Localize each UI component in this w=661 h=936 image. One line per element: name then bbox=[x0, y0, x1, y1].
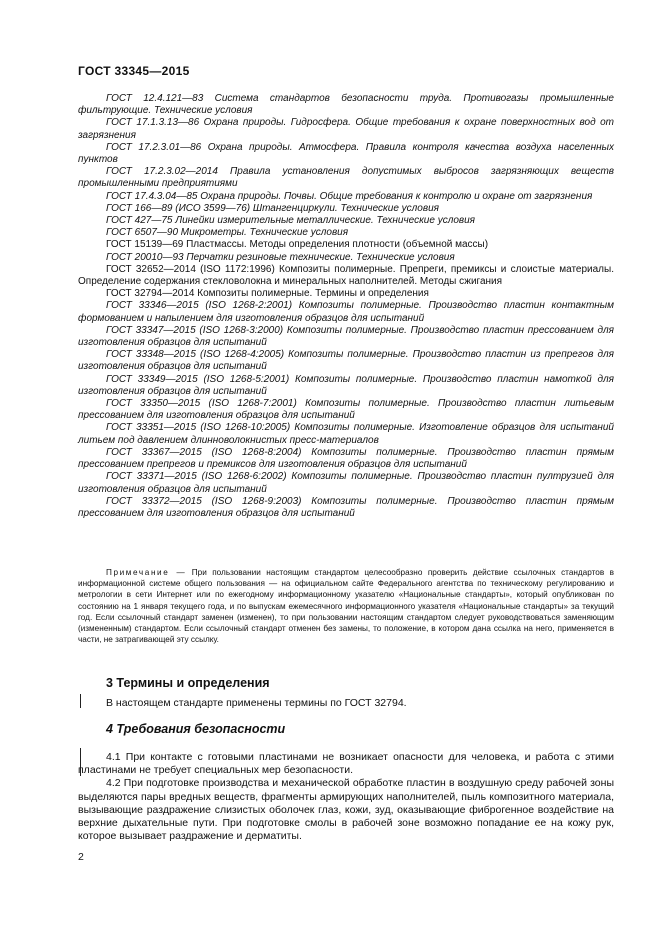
section-3-text: В настоящем стандарте применены термины по ГОСТ 32794. bbox=[106, 697, 407, 709]
reference-item: ГОСТ 17.2.3.02—2014 Правила установления допустимых выбросов загрязняющих веществ промышленными предприятиями bbox=[78, 166, 614, 190]
section-4-body bbox=[78, 751, 614, 843]
reference-item: ГОСТ 12.4.121—83 Система стандартов безопасности труда. Противогазы промышленные фильтрующие. Технические условия bbox=[78, 93, 614, 117]
reference-item: ГОСТ 33367—2015 (ISO 1268-8:2004) Композиты полимерные. Производство пластин прямым прессованием препрегов и премиксов для изготовления образцов для испытаний bbox=[78, 446, 614, 471]
reference-item: ГОСТ 15139—69 Пластмассы. Методы определения плотности (объемной массы) bbox=[106, 239, 489, 251]
reference-item: ГОСТ 17.1.3.13—86 Охрана природы. Гидросфера. Общие требования к охране поверхностных вод от загрязнения bbox=[78, 117, 614, 141]
note-label: Примечание — bbox=[106, 568, 187, 577]
reference-item: ГОСТ 17.4.3.04—85 Охрана природы. Почвы. Общие требования к контролю и охране от загрязнения bbox=[106, 190, 593, 202]
reference-item: ГОСТ 6507—90 Микрометры. Технические условия bbox=[106, 227, 349, 239]
paragraph-4-1: 4.1 При контакте с готовыми пластинами не возникает опасности для человека, и работа с этими пластинами не требует специальных мер безопасности. bbox=[78, 751, 614, 777]
note-paragraph bbox=[78, 567, 614, 645]
reference-item: ГОСТ 33347—2015 (ISO 1268-3:2000) Композиты полимерные. Производство пластин прессованием для изготовления образцов для испытаний bbox=[78, 324, 614, 349]
reference-item: ГОСТ 33346—2015 (ISO 1268-2:2001) Композиты полимерные. Производство пластин контактным формованием и напылением для изготовления образцов для испытаний bbox=[78, 300, 614, 324]
section-3-heading: 3 Термины и определения bbox=[106, 676, 270, 690]
normative-references-list bbox=[78, 93, 614, 520]
page-number: 2 bbox=[78, 851, 84, 863]
paragraph-4-2: 4.2 При подготовке производства и механической обработке пластин в воздушную среду рабочей зоны выделяются пары вредных веществ, фрагменты армирующих наполнителей, пыль композитного материала, вызывающие раздражение слизистых оболочек глаз, кожи, зуд, оказывающие фиброгенное воздействие на верхние дыхательные пути. При подготовке смолы в рабочей зоне возможно попадание ее на кожу рук, которое вызывает раздражение и дерматиты. bbox=[78, 777, 614, 843]
section-4-heading: 4 Требования безопасности bbox=[106, 722, 286, 736]
reference-item: ГОСТ 32652—2014 (ISO 1172:1996) Композиты полимерные. Препреги, премиксы и слоистые материалы. Определение содержания стекловолокна и минеральных наполнителей. Методы сжигания bbox=[78, 263, 614, 288]
document-header: ГОСТ 33345—2015 bbox=[78, 64, 190, 78]
reference-item: ГОСТ 427—75 Линейки измерительные металлические. Технические условия bbox=[106, 215, 476, 227]
reference-item: ГОСТ 166—89 (ИСО 3599—76) Штангенциркули. Технические условия bbox=[106, 202, 439, 214]
change-bar bbox=[80, 694, 81, 708]
reference-item: ГОСТ 33349—2015 (ISO 1268-5:2001) Композиты полимерные. Производство пластин намоткой для изготовления образцов для испытаний bbox=[78, 373, 614, 397]
reference-item: ГОСТ 20010—93 Перчатки резиновые технические. Технические условия bbox=[106, 251, 455, 263]
reference-item: ГОСТ 33348—2015 (ISO 1268-4:2005) Композиты полимерные. Производство пластин из препрегов для изготовления образцов для испытаний bbox=[78, 349, 614, 373]
reference-item: ГОСТ 33372—2015 (ISO 1268-9:2003) Композиты полимерные. Производство пластин прямым прессованием для изготовления образцов для испытаний bbox=[78, 495, 614, 519]
reference-item: ГОСТ 33371—2015 (ISO 1268-6:2002) Композиты полимерные. Производство пластин пултрузией для изготовления образцов для испытаний bbox=[78, 471, 614, 495]
note-text: При пользовании настоящим стандартом целесообразно проверить действие ссылочных стандартов в информационной системе общего пользования — на официальном сайте Федерального агентства по техническому регулированию и метрологии в сети Интернет или по ежегодному информационному указателю «Национальные стандарты», который опубликован по состоянию на 1 января текущего года, и по выпускам ежемесячного информационного указателя «Национальные стандарты» за текущий год. Если ссылочный стандарт заменен (изменен), то при пользовании настоящим стандартом следует руководствоваться заменяющим (измененным) стандартом. Если ссылочный стандарт отменен без замены, то положение, в котором дана ссылка на него, применяется в части, не затрагивающей эту ссылку. bbox=[78, 568, 614, 645]
reference-item: ГОСТ 33351—2015 (ISO 1268-10:2005) Композиты полимерные. Изготовление образцов для испытаний литьем под давлением длинноволокнистых пресс-материалов bbox=[78, 422, 614, 446]
reference-item: ГОСТ 32794—2014 Композиты полимерные. Термины и определения bbox=[106, 288, 429, 300]
reference-item: ГОСТ 33350—2015 (ISO 1268-7:2001) Композиты полимерные. Производство пластин литьевым прессованием для изготовления образцов для испытаний bbox=[78, 398, 614, 422]
reference-item: ГОСТ 17.2.3.01—86 Охрана природы. Атмосфера. Правила контроля качества воздуха населенных пунктов bbox=[78, 141, 614, 166]
